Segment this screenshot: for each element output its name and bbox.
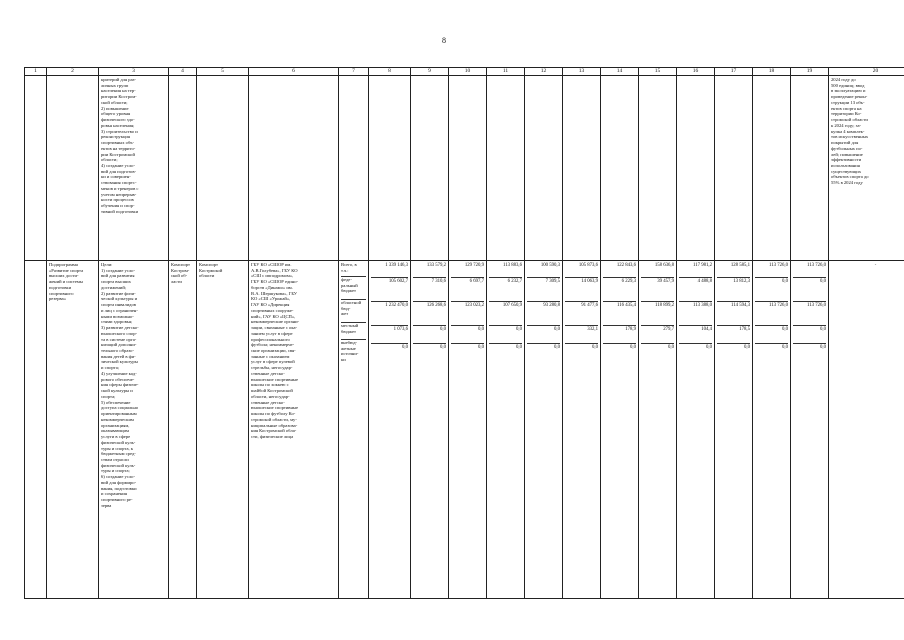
source-federal: феде- ральный бюджет [341, 277, 366, 300]
value-cell: 332,1 [565, 326, 598, 344]
value-column [791, 261, 829, 599]
value-cell: 7 310,6 [413, 278, 446, 302]
value-cell: 1 073,6 [371, 326, 408, 344]
column-header: 12 [525, 68, 563, 76]
cell-empty [47, 76, 99, 261]
value-cell: 0,0 [440, 345, 446, 350]
responsible-executor: Комспорт Костром- ской об- ласти [169, 261, 197, 599]
value-cell: 6 229,3 [603, 278, 636, 302]
column-header: 8 [369, 68, 411, 76]
value-cell: 123 023,2 [451, 302, 484, 326]
value-cell: 158 636,8 [641, 262, 674, 278]
value-cell: 14 063,9 [565, 278, 598, 302]
value-cell: 113 726,0 [755, 302, 788, 326]
value-cell: 0,0 [793, 278, 826, 302]
value-cell: 0,0 [527, 326, 560, 344]
funding-sources [339, 261, 369, 599]
cell-empty [339, 76, 369, 261]
value-cell: 0,0 [451, 326, 484, 344]
table-row [25, 261, 904, 599]
value-column [487, 261, 525, 599]
table-row [25, 76, 904, 261]
page-number: 8 [442, 36, 446, 45]
cell-empty [369, 76, 411, 261]
value-cell: 4 488,8 [679, 278, 712, 302]
value-column [715, 261, 753, 599]
subprogram-name: Подпрограмма «Развитие спорта высших дости- жений и системы подготовки спортивного резерва» [47, 261, 99, 599]
cell-empty [601, 76, 639, 261]
value-cell: 113 726,0 [793, 302, 826, 326]
value-cell: 178,9 [603, 326, 636, 344]
column-header: 6 [249, 68, 339, 76]
value-cell: 1 339 146,3 [371, 262, 408, 278]
value-cell: 0,0 [413, 326, 446, 344]
column-header: 5 [197, 68, 249, 76]
cell-empty [753, 76, 791, 261]
value-cell: 93 280,8 [527, 302, 560, 326]
column-header: 10 [449, 68, 487, 76]
value-cell: 113 883,6 [489, 262, 522, 278]
column-header: 20 [829, 68, 904, 76]
cell-empty [639, 76, 677, 261]
value-cell: 0,0 [755, 278, 788, 302]
column-header: 2 [47, 68, 99, 76]
value-cell: 113 726,0 [793, 262, 826, 278]
results-cell: 2024 году до 500 единиц; ввод в эксплуатацию и проведение рекон- струкции 13 объ- ектов спорта на территории Ко- стромской области к 2024 году; за- купка 4 комплек- тов искусственных покрытий для футбольных по- лей; повышение эффективности использования существующих объектов спорта до 55% в 2024 году [829, 76, 904, 261]
value-cell: 6 697,7 [451, 278, 484, 302]
value-cell: 116 435,4 [603, 302, 636, 326]
column-header: 7 [339, 68, 369, 76]
value-column [525, 261, 563, 599]
cell-empty [563, 76, 601, 261]
value-cell: 0,0 [668, 345, 674, 350]
budget-table [24, 67, 904, 599]
source-regional: областной бюд- жет [341, 300, 366, 323]
cell-empty [791, 76, 829, 261]
column-header: 1 [25, 68, 47, 76]
value-cell: 0,0 [630, 345, 636, 350]
value-cell: 0,0 [820, 345, 826, 350]
value-cell: 114 594,3 [717, 302, 750, 326]
results-cell: - [829, 261, 904, 599]
cell-empty [25, 76, 47, 261]
value-cell: 0,0 [755, 326, 788, 344]
value-cell: 91 477,6 [565, 302, 598, 326]
cell-empty [25, 261, 47, 599]
value-cell: 104,4 [679, 326, 712, 344]
value-cell: 7 309,5 [527, 278, 560, 302]
value-cell: 129 720,9 [451, 262, 484, 278]
value-cell: 13 812,3 [717, 278, 750, 302]
column-header: 19 [791, 68, 829, 76]
value-cell: 118 899,2 [641, 302, 674, 326]
value-cell: 107 650,9 [489, 302, 522, 326]
cell-empty [169, 76, 197, 261]
value-cell: 0,0 [516, 345, 522, 350]
value-cell: 105 873,6 [565, 262, 598, 278]
value-cell: 105 602,7 [371, 278, 408, 302]
cell-empty [487, 76, 525, 261]
cell-empty [449, 76, 487, 261]
column-header: 13 [563, 68, 601, 76]
value-cell: 113 388,0 [679, 302, 712, 326]
column-header: 18 [753, 68, 791, 76]
value-column [563, 261, 601, 599]
column-header: 3 [99, 68, 169, 76]
value-cell: 117 981,2 [679, 262, 712, 278]
value-column [411, 261, 449, 599]
column-header: 17 [715, 68, 753, 76]
source-extrabudgetary: внебюд- жетные источни- ки [341, 340, 359, 363]
column-header: 15 [639, 68, 677, 76]
value-cell: 0,0 [554, 345, 560, 350]
value-column [449, 261, 487, 599]
value-cell: 128 585,1 [717, 262, 750, 278]
coexecutor: Комспорт Кострмской области [197, 261, 249, 599]
value-cell: 100 590,3 [527, 262, 560, 278]
value-cell: 6 232,7 [489, 278, 522, 302]
cell-empty [525, 76, 563, 261]
value-cell: 0,0 [782, 345, 788, 350]
value-cell: 0,0 [706, 345, 712, 350]
cell-empty [197, 76, 249, 261]
value-column [677, 261, 715, 599]
value-cell: 0,0 [402, 345, 408, 350]
column-header: 16 [677, 68, 715, 76]
value-column [369, 261, 411, 599]
source-total: Всего, в т.ч.: [341, 262, 366, 277]
value-cell: 39 457,9 [641, 278, 674, 302]
value-column [601, 261, 639, 599]
participants-cell: ГБУ КО «СШОР им. А.В.Голубева», ГБУ КО «СШ с ипподромом», ГБУ КО «СШОР едино- борств «Динамо» им. В.А. Шершукова», ГБУ КО «СШ «Урожай», ГАУ КО «Дирекция спортивных сооруже- ний», ГАУ КО «ЦСП», некоммерческие органи- зации, связанные с ока- занием услуг в сфере профессионального футбола; некоммерче- ские организации, свя- занные с оказанием услуг в сфере пулевой стрельбы, негосудар- ственные детско- юношеские спортивные школы по хоккею с шайбой Костромской области, негосудар- ственные детско- юношеские спортивные школы по футболу Ко- стромской области, му- ниципальные образова- ния Костромской обла- сти, физические лица [249, 261, 339, 599]
value-column [753, 261, 791, 599]
value-cell: 113 726,0 [755, 262, 788, 278]
value-cell: 279,7 [641, 326, 674, 344]
value-cell: 178,5 [717, 326, 750, 344]
value-column [639, 261, 677, 599]
value-cell: 1 232 470,0 [371, 302, 408, 326]
column-header: 9 [411, 68, 449, 76]
value-cell: 126 268,6 [413, 302, 446, 326]
goals-cell: Цели: 1) создание усло- вий для развития спорта высших достижений; 2) развитие физи- ческой культуры и спорта инвалидов и лиц с ограничен- ными возможно- стями здоровья; 3) развитие детско- юношеского спор- та в системе орга- низаций дополни- тельного образо- вания детей в фи- зической культуры и спорта; 4) улучшение кад- рового обеспече- ния сферы физиче- ской культуры и спорта; 5) обеспечение доступа социально ориентированным некоммерческим организациям, оказывающим услуги в сфере физической куль- туры и спорта, к бюджетным сред- ствам отрасли физической куль- туры и спорта; 6) создание усло- вий для формиро- вания, подготовки и сохранения спортивного ре- зерва [99, 261, 169, 599]
value-cell: 133 579,2 [413, 262, 446, 278]
column-header: 11 [487, 68, 525, 76]
column-header: 14 [601, 68, 639, 76]
cell-empty [715, 76, 753, 261]
criteria-cell: критерий для раз- личных групп населения на тер- ритории Костром- ской области; 2) повышение общего уровня физического здо- ровья населения; 3) строительство и реконструкция спортивных объ- ектов на террито- рии Костромской области; 4) создание усло- вий для подготов- ки и совершен- ствования спортс- менов и тренеров с учетом непрерыв- ности процессов обучения и спор- тивной подготовки [99, 76, 169, 261]
cell-empty [411, 76, 449, 261]
cell-empty [249, 76, 339, 261]
value-cell: 0,0 [478, 345, 484, 350]
value-cell: 122 843,6 [603, 262, 636, 278]
value-cell: 0,0 [592, 345, 598, 350]
header-row [25, 68, 904, 76]
value-cell: 0,0 [744, 345, 750, 350]
column-header: 4 [169, 68, 197, 76]
value-cell: 0,0 [793, 326, 826, 344]
cell-empty [677, 76, 715, 261]
value-cell: 0,0 [489, 326, 522, 344]
source-local: местный бюджет [341, 323, 366, 340]
